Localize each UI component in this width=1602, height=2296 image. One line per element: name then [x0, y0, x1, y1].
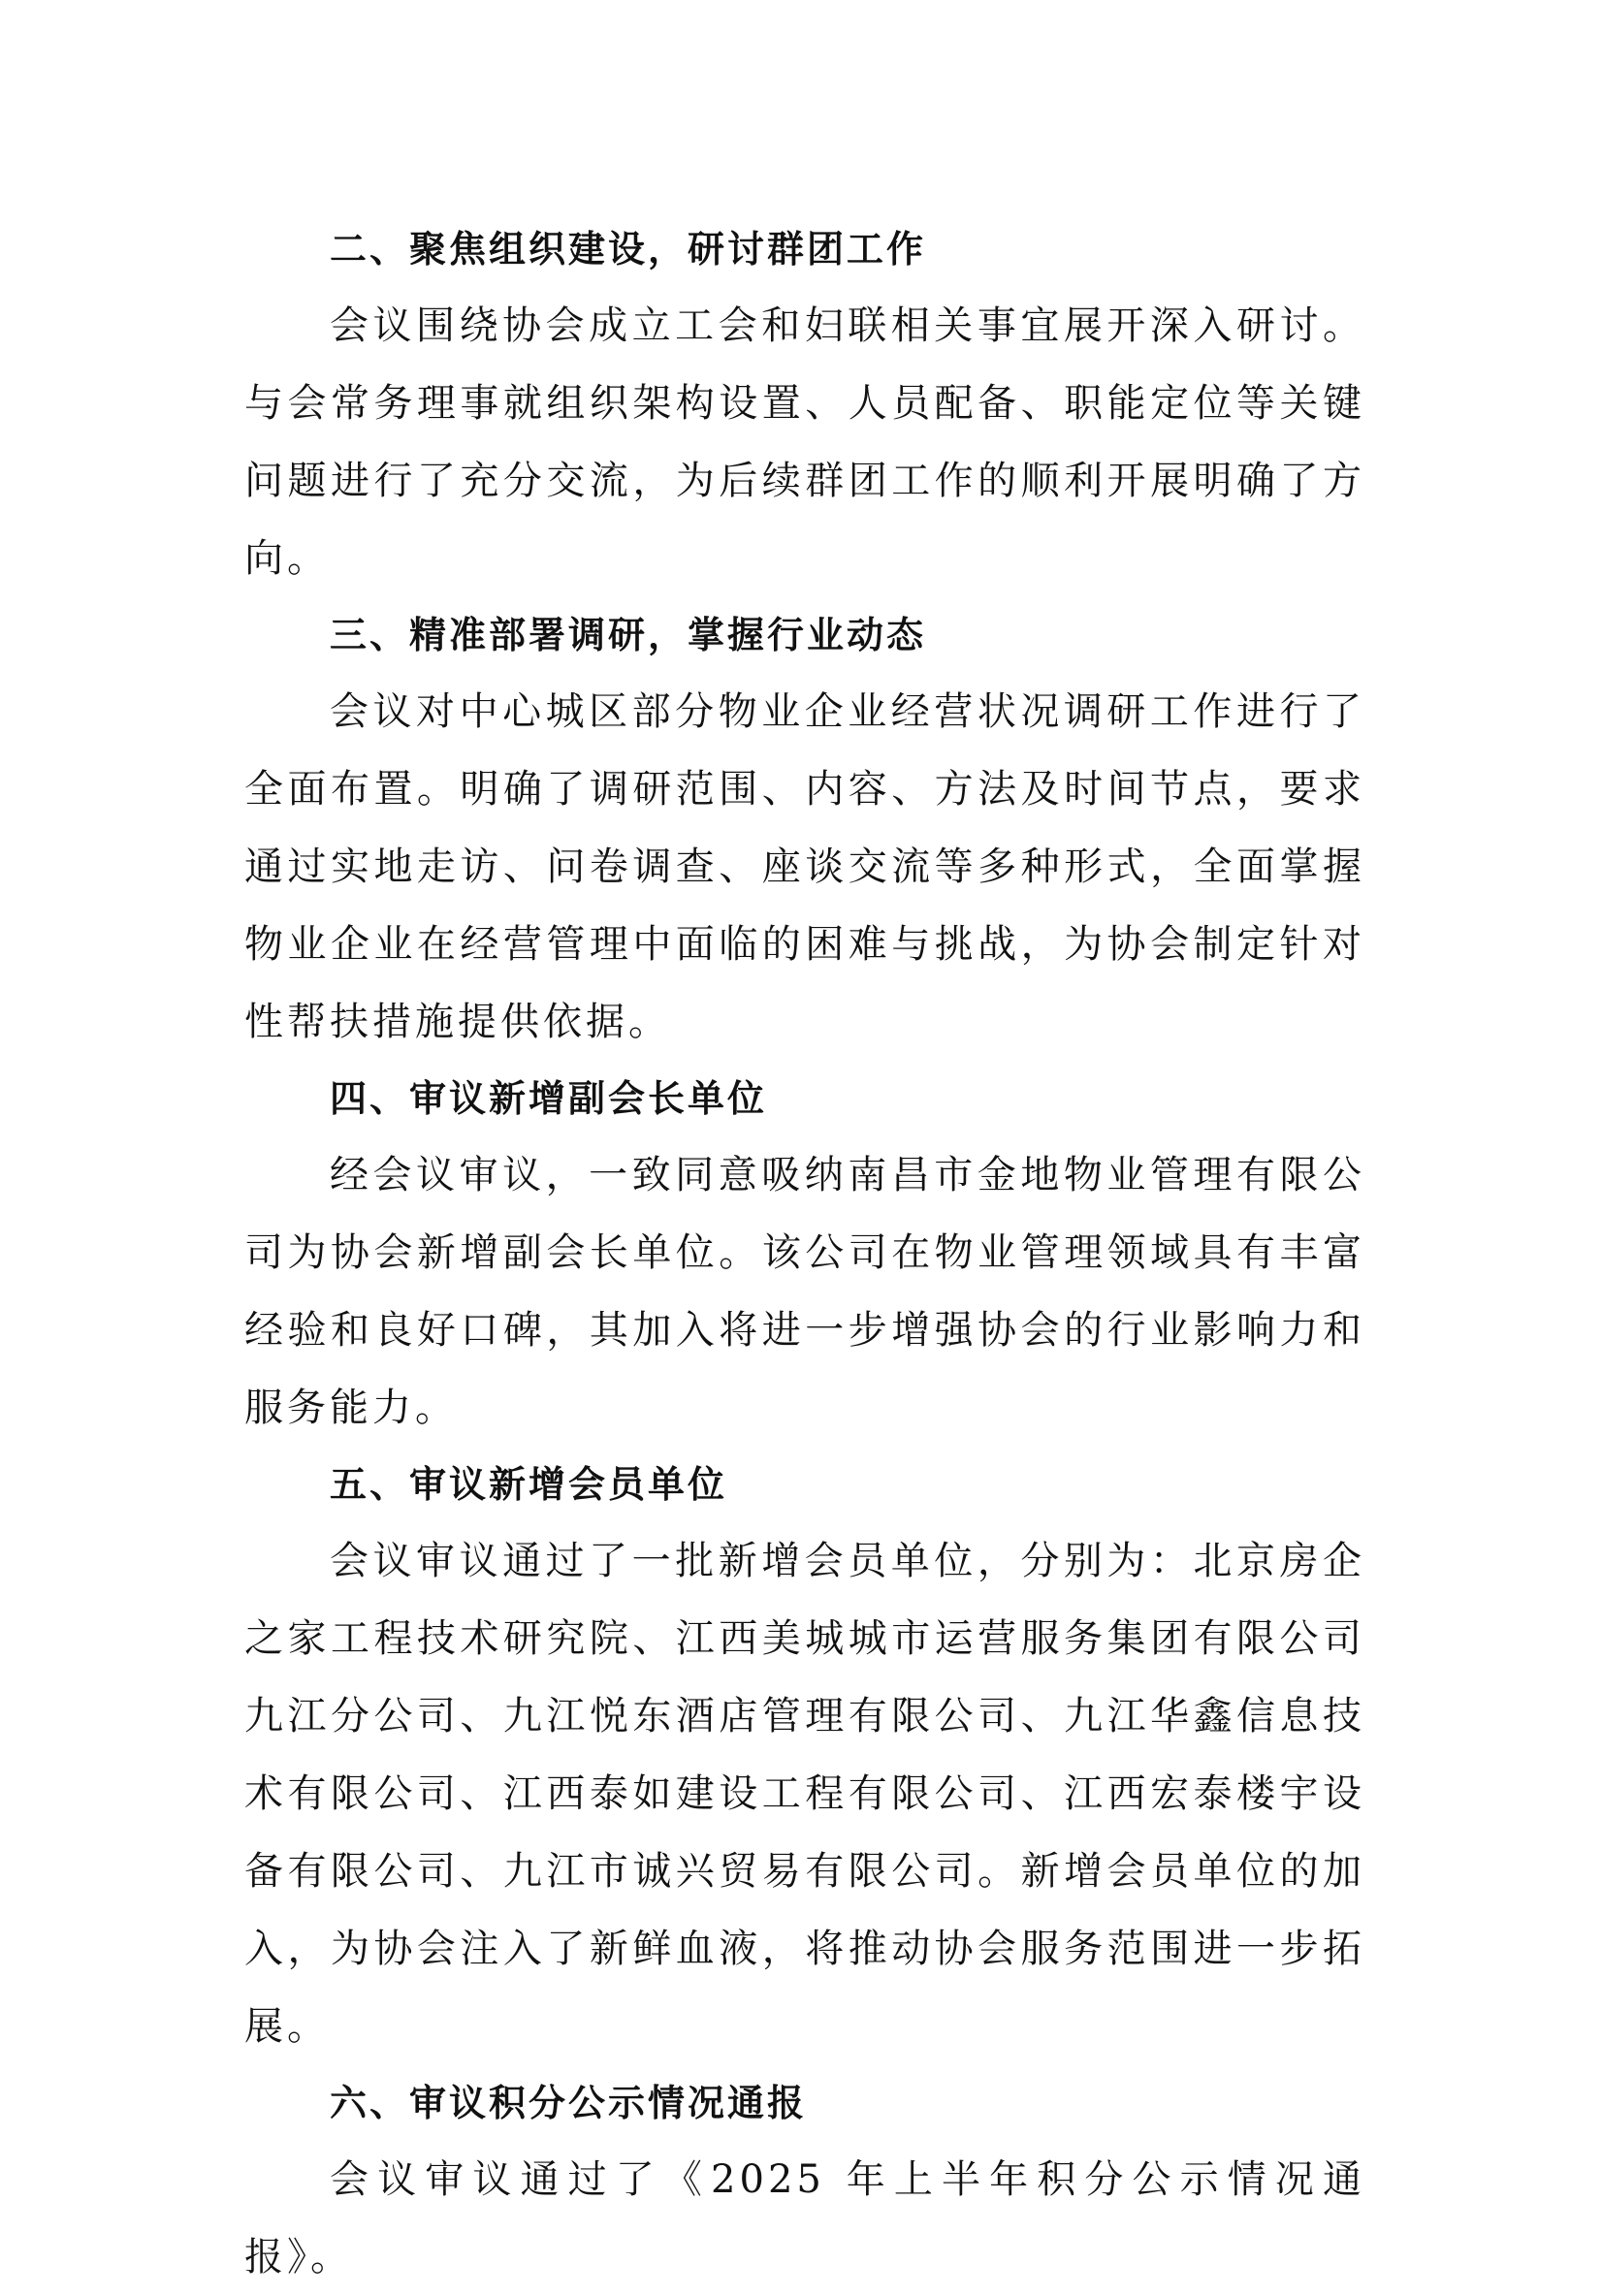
section-paragraph: 会议对中心城区部分物业企业经营状况调研工作进行了全面布置。明确了调研范围、内容、方法及时间节点，要求通过实地走访、问卷调查、座谈交流等多种形式，全面掌握物业企业在经营管理中面临的困难与挑战，为协会制定针对性帮扶措施提供依据。: [244, 689, 1365, 1044]
section-heading: 二、聚焦组织建设，研讨群团工作: [330, 228, 927, 271]
section-paragraph: 会议审议通过了《2025 年上半年积分公示情况通报》。: [244, 2157, 1365, 2280]
section-member-units: [244, 1447, 1365, 2065]
section-research: [244, 597, 1365, 1061]
section-heading: 四、审议新增副会长单位: [330, 1077, 768, 1120]
section-paragraph: 会议围绕协会成立工会和妇联相关事宜展开深入研讨。与会常务理事就组织架构设置、人员配备、职能定位等关键问题进行了充分交流，为后续群团工作的顺利开展明确了方向。: [244, 303, 1365, 581]
section-vice-president-unit: [244, 1061, 1365, 1447]
section-heading: 六、审议积分公示情况通报: [330, 2082, 808, 2124]
section-heading: 五、审议新增会员单位: [330, 1463, 728, 1506]
section-points-report: [244, 2065, 1365, 2296]
section-heading: 三、精准部署调研，掌握行业动态: [330, 614, 927, 656]
section-paragraph: 经会议审议，一致同意吸纳南昌市金地物业管理有限公司为协会新增副会长单位。该公司在物业管理领域具有丰富经验和良好口碑，其加入将进一步增强协会的行业影响力和服务能力。: [244, 1153, 1365, 1430]
document-body: [244, 211, 1365, 2296]
section-organization: [244, 211, 1365, 597]
section-paragraph: 会议审议通过了一批新增会员单位，分别为：北京房企之家工程技术研究院、江西美城城市运营服务集团有限公司九江分公司、九江悦东酒店管理有限公司、九江华鑫信息技术有限公司、江西泰如建设工程有限公司、江西宏泰楼宇设备有限公司、九江市诚兴贸易有限公司。新增会员单位的加入，为协会注入了新鲜血液，将推动协会服务范围进一步拓展。: [244, 1539, 1365, 2049]
